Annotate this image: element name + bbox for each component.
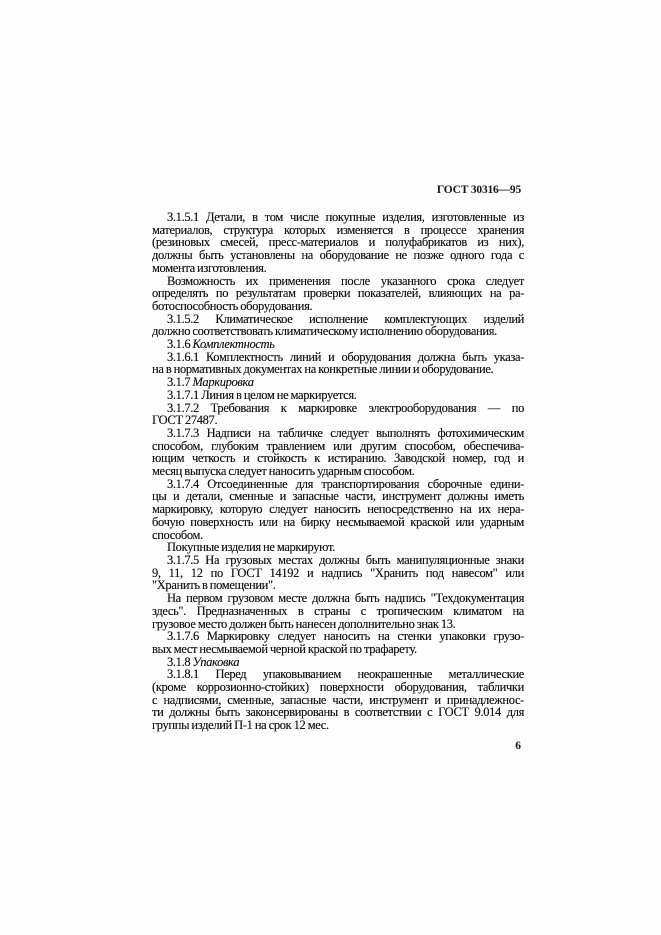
text-line: способом.: [152, 527, 203, 542]
heading-line: [152, 338, 524, 351]
text-line: На первом грузовом месте должна быть надпись "Техдокументация: [167, 591, 524, 606]
text-line: 3.1.7.6 Маркировку следует наносить на стенки упаковки грузо-: [167, 629, 524, 644]
text-line: 3.1.5.1 Детали, в том числе покупные изделия, изготовленные из: [167, 210, 524, 224]
paragraph: [152, 275, 524, 313]
paragraph: [152, 592, 524, 630]
text-line: группы изделий П-1 на срок 12 мес.: [152, 718, 329, 733]
paragraph: [152, 389, 524, 402]
paragraph: [152, 211, 524, 275]
section-number: 3.1.8: [167, 654, 191, 669]
text-line: Возможность их применения после указанного срока следует: [167, 273, 524, 288]
text-line: 3.1.7.1 Линия в целом не маркируется.: [167, 387, 357, 402]
text-line: месяц выпуска следует наносить ударным способом.: [152, 464, 415, 479]
text-line: Покупные изделия не маркируют.: [167, 540, 335, 555]
section-heading: [152, 376, 524, 389]
paragraph: [152, 630, 524, 655]
heading-line: [152, 376, 524, 389]
section-heading: [152, 338, 524, 351]
section-title: Маркировка: [192, 375, 254, 390]
text-line: 3.1.7.4 Отсоединенные для транспортирования сборочные едини-: [167, 476, 524, 491]
section-title: Комплектность: [192, 337, 275, 352]
paragraph: [152, 313, 524, 338]
page-number: 6: [515, 740, 521, 752]
text-line: (кроме коррозионно-стойких) поверхности оборудования, таблички: [152, 680, 524, 695]
text-line: ботоспособность оборудования.: [152, 298, 313, 313]
section-number: 3.1.6: [167, 337, 191, 352]
text-line: способом, глубоким травлением или другим способом, обеспечива-: [152, 438, 524, 453]
text-line: 3.1.8.1 Перед упаковыванием неокрашенные металлические: [167, 667, 524, 682]
text-line: 3.1.5.2 Климатическое исполнение комплектующих изделий: [167, 311, 524, 326]
text-line: грузовое место должен быть нанесен дополнительно знак 13.: [152, 616, 456, 631]
text-line: ГОСТ 27487.: [152, 413, 218, 428]
text-line: момента изготовления.: [152, 260, 267, 275]
text-line: 9, 11, 12 по ГОСТ 14192 и надпись "Хранить под навесом" или: [152, 565, 524, 580]
text-line: ющим четкость и стойкость к истиранию. Заводской номер, год и: [152, 451, 524, 466]
document-code-header: ГОСТ 30316—95: [436, 184, 521, 196]
document-body: [152, 211, 524, 732]
paragraph: [152, 668, 524, 732]
text-line: бочую поверхность или на бирку несмываемой краской или ударным: [152, 514, 524, 529]
text-line: на в нормативных документах на конкретные линии и оборудование.: [152, 362, 494, 377]
paragraph: [152, 351, 524, 376]
text-line: маркировку, которую следует наносить непосредственно на их нера-: [152, 502, 524, 517]
section-number: 3.1.7: [167, 375, 191, 390]
text-line: 3.1.6.1 Комплектность линий и оборудования должна быть указа-: [167, 349, 524, 364]
paragraph: [152, 427, 524, 478]
text-line: определять по результатам проверки показателей, влияющих на ра-: [152, 286, 524, 301]
text-line: с надписями, сменные, запасные части, инструмент и принадлежнос-: [152, 692, 524, 707]
text-line: "Хранить в помещении".: [152, 578, 276, 593]
text-line: материалов, структура которых изменяется в процессе хранения: [152, 222, 524, 237]
paragraph: [152, 478, 524, 542]
text-line: должны быть установлены на оборудование не позже одного года с: [152, 248, 524, 263]
text-line: 3.1.7.2 Требования к маркировке электрооборудования — по: [167, 400, 524, 415]
text-line: 3.1.7.3 Надписи на табличке следует выполнять фотохимическим: [167, 425, 524, 440]
text-line: здесь". Предназначенных в страны с тропическим климатом на: [152, 603, 524, 618]
paragraph: [152, 554, 524, 592]
text-line: вых мест несмываемой черной краской по трафарету.: [152, 641, 417, 656]
section-title: Упаковка: [192, 654, 240, 669]
text-line: цы и детали, сменные и запасные части, инструмент должны иметь: [152, 489, 524, 504]
text-line: 3.1.7.5 На грузовых местах должны быть манипуляционные знаки: [167, 552, 524, 567]
text-line: должно соответствовать климатическому исполнению оборудования.: [152, 324, 497, 339]
text-line: (резиновых смесей, пресс-материалов и полуфабрикатов из них),: [152, 235, 524, 250]
paragraph: [152, 402, 524, 427]
text-line: ти должны быть законсервированы в соответствии с ГОСТ 9.014 для: [152, 705, 524, 720]
